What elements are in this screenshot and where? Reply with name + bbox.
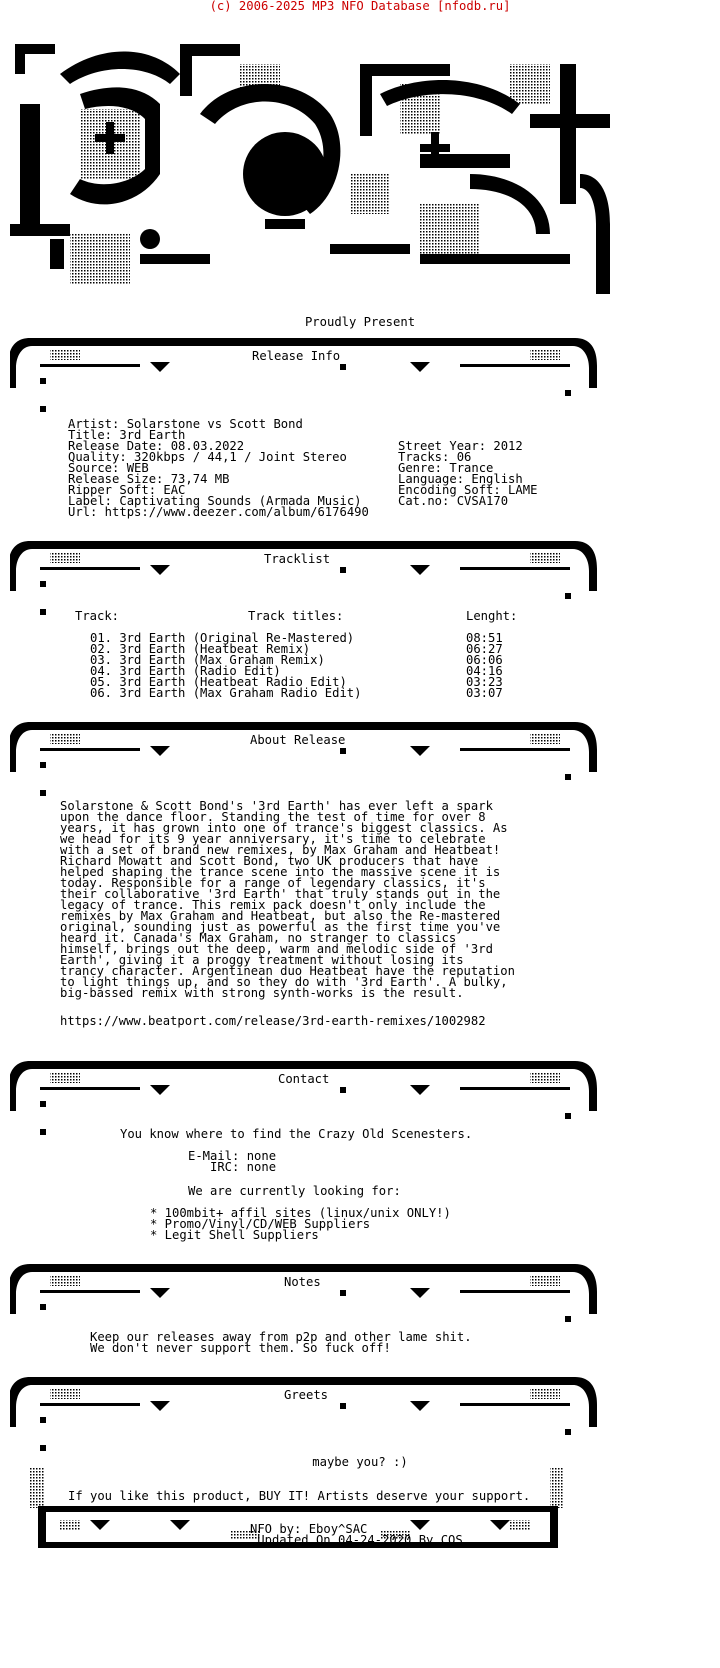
- contact-irc: IRC: none: [210, 1160, 277, 1174]
- greets-text: maybe you? :): [312, 1455, 408, 1469]
- tracklist-header-titles: Track titles:: [248, 609, 344, 623]
- about-line: remixes by Max Graham and Heatbeat, but also the Re-mastered: [60, 909, 501, 923]
- about-line: helped shaping the trance scene into the massive scene it is: [60, 865, 501, 879]
- section-title-contact: Contact: [274, 1073, 333, 1085]
- contact-want-item: * Promo/Vinyl/CD/WEB Suppliers: [150, 1217, 371, 1231]
- about-link[interactable]: https://www.beatport.com/release/3rd-earth-remixes/1002982: [60, 1014, 486, 1028]
- section-title-tracklist: Tracklist: [260, 553, 334, 565]
- field-language: Language: English: [398, 472, 523, 486]
- about-line: trancy character. Argentinean duo Heatbeat have the reputation: [60, 964, 515, 978]
- section-title-about: About Release: [246, 734, 349, 746]
- about-line: with a set of brand new remixes, by Max Graham and Heatbeat!: [60, 843, 501, 857]
- field-encoding-soft: Encoding Soft: LAME: [398, 483, 538, 497]
- track-title: 04. 3rd Earth (Radio Edit): [90, 664, 281, 678]
- field-quality: Quality: 320kbps / 44,1 / Joint Stereo: [68, 450, 347, 464]
- track-length: 03:07: [466, 686, 503, 700]
- section-title-notes: Notes: [280, 1276, 325, 1288]
- contact-want-item: * Legit Shell Suppliers: [150, 1228, 319, 1242]
- footer-updated: Updated On 04-24-2020 By COS: [257, 1533, 463, 1547]
- section-frame-about: [10, 722, 700, 802]
- about-line: Earth', giving it a proggy treatment without losing its: [60, 953, 464, 967]
- group-logo-art: [0, 24, 720, 324]
- tracklist-header-length: Lenght:: [466, 609, 518, 623]
- contact-want-item: * 100mbit+ affil sites (linux/unix ONLY!): [150, 1206, 451, 1220]
- about-line: we head for its 9 year anniversary, it's time to celebrate: [60, 832, 486, 846]
- section-frame-release-info: [10, 338, 700, 418]
- notes-line: We don't never support them. So fuck off!: [90, 1341, 391, 1355]
- site-header: (c) 2006-2025 MP3 NFO Database [nfodb.ru]: [209, 0, 511, 13]
- about-line: Solarstone & Scott Bond's '3rd Earth' has ever left a spark: [60, 799, 493, 813]
- field-source: Source: WEB: [68, 461, 149, 475]
- field-ripper-soft: Ripper Soft: EAC: [68, 483, 186, 497]
- track-length: 06:06: [466, 653, 503, 667]
- field-url: Url: https://www.deezer.com/album/6176490: [68, 505, 369, 519]
- contact-intro: You know where to find the Crazy Old Scenesters.: [120, 1127, 473, 1141]
- about-line: Richard Mowatt and Scott Bond, two UK producers that have: [60, 854, 479, 868]
- field-release-size: Release Size: 73,74 MB: [68, 472, 230, 486]
- about-line: years, it has grown into one of trance's biggest classics. As: [60, 821, 508, 835]
- footer-support: If you like this product, BUY IT! Artists deserve your support.: [68, 1489, 531, 1503]
- tracklist-header-track: Track:: [75, 609, 120, 623]
- section-frame-greets: [10, 1377, 700, 1457]
- field-cat-no: Cat.no: CVSA170: [398, 494, 509, 508]
- notes-line: Keep our releases away from p2p and other lame shit.: [90, 1330, 472, 1344]
- about-line: big-bassed remix with strong synth-works is the result.: [60, 986, 464, 1000]
- contact-looking: We are currently looking for:: [188, 1184, 401, 1198]
- field-release-date: Release Date: 08.03.2022: [68, 439, 245, 453]
- track-length: 06:27: [466, 642, 503, 656]
- field-street-year: Street Year: 2012: [398, 439, 523, 453]
- field-artist: Artist: Solarstone vs Scott Bond: [68, 417, 303, 431]
- field-tracks: Tracks: 06: [398, 450, 472, 464]
- about-line: their collaborative '3rd Earth' that truly stands out in the: [60, 887, 501, 901]
- footer-nfo-by: NFO by: Eboy^SAC: [250, 1522, 368, 1536]
- field-genre: Genre: Trance: [398, 461, 494, 475]
- about-line: upon the dance floor. Standing the test of time for over 8: [60, 810, 486, 824]
- about-line: today. Responsible for a range of legendary classics, it's: [60, 876, 486, 890]
- field-label: Label: Captivating Sounds (Armada Music): [68, 494, 362, 508]
- about-line: legacy of trance. This remix pack doesn't only include the: [60, 898, 486, 912]
- about-line: original, sounding just as powerful as the first time you've: [60, 920, 501, 934]
- about-line: heard it. Canada's Max Graham, no stranger to classics: [60, 931, 457, 945]
- track-title: 05. 3rd Earth (Heatbeat Radio Edit): [90, 675, 347, 689]
- track-length: 04:16: [466, 664, 503, 678]
- track-title: 01. 3rd Earth (Original Re-Mastered): [90, 631, 355, 645]
- track-length: 08:51: [466, 631, 503, 645]
- track-title: 03. 3rd Earth (Max Graham Remix): [90, 653, 325, 667]
- track-title: 02. 3rd Earth (Heatbeat Remix): [90, 642, 311, 656]
- track-length: 03:23: [466, 675, 503, 689]
- track-title: 06. 3rd Earth (Max Graham Radio Edit): [90, 686, 362, 700]
- contact-email: E-Mail: none: [188, 1149, 277, 1163]
- section-title-greets: Greets: [280, 1389, 332, 1401]
- about-line: to light things up, and so they do with '3rd Earth'. A bulky,: [60, 975, 508, 989]
- presenter-line: Proudly Present: [304, 315, 416, 329]
- field-title: Title: 3rd Earth: [68, 428, 186, 442]
- section-frame-notes: [10, 1264, 700, 1334]
- section-title-release-info: Release Info: [248, 350, 344, 362]
- about-line: himself, brings out the deep, warm and melodic side of '3rd: [60, 942, 493, 956]
